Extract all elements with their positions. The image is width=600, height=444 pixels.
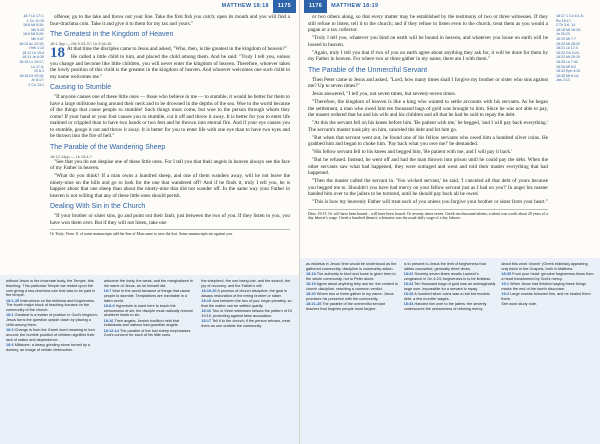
study-note [306, 282, 399, 292]
footnotes: Or Truly; Verse 11 of some manuscripts add the Son of Man came to save the lost. Some manuscripts sin against you. [50, 229, 290, 237]
header-book: MATTHEW 18:18 [221, 3, 269, 9]
note-ref: 18:17 [201, 319, 212, 323]
study-column [6, 279, 99, 441]
cross-reference: 18:15 Lv 19:17; [19, 59, 44, 64]
cross-reference: 18:9 Mt 5:29; [23, 32, 44, 37]
note-ref: 18:6 [6, 342, 14, 347]
note-ref: 18:3 [6, 328, 14, 332]
note-text: Handed him over to the jailers: the severity underscores the seriousness of refusing mercy. [403, 302, 487, 311]
note-ref: 18:24 [403, 282, 414, 286]
study-note [6, 343, 99, 353]
study-note [404, 272, 497, 282]
verse-paragraph: or two others along, so that every matter may be established by the testimony of two or three witnesses. If they still refuse to listen, tell it to the church; and if they refuse to listen even to the church, treat them as you would a pagan or a tax collector. [308, 14, 548, 33]
verse-paragraph: "At this the servant fell on his knees before him. 'Be patient with me,' he begged, 'and I will pay back everything.' The servant's master took pity on him, canceled the debt and let him go. [308, 120, 548, 133]
note-text: Woe to the world because of things that cause people to stumble. Temptations are inevitable in a fallen world. [103, 289, 191, 303]
section-heading: The Parable of the Unmerciful Servant [308, 66, 428, 74]
study-note [201, 319, 294, 329]
study-note [501, 282, 594, 292]
cross-reference: 18:22 Gn 4:24 [556, 50, 579, 55]
note-text: Change is from the Greek word meaning to turn around; the humble position of children signifies their lack of status and dependence. [6, 328, 95, 342]
note-text: A process of church discipline; the goal is always restoration of the erring brother or sister. [201, 289, 287, 298]
page-number: 1175 [273, 0, 296, 13]
cross-reference: 18:10 Ac 12:15; [19, 41, 44, 46]
cross-reference: Ro 16:17; [556, 18, 572, 23]
verse-paragraph: offense; go to the lake and throw out your line. Take the first fish you catch; open its mouth and you will find a four-drachma coin. Take it and give it to them for my tax and yours." [50, 14, 290, 27]
note-ref: 18:12-14 [103, 328, 119, 333]
note-text: Ten thousand bags of gold was an unimaginably large sum, impossible for a servant to repay. [403, 282, 496, 291]
note-text: is to present to Jesus the limit of forgiveness that rabbis counseled, generally three times. [403, 262, 486, 271]
note-ref: 18:18 [306, 272, 316, 276]
study-note [6, 328, 99, 342]
cross-reference: Jas 2:13 [556, 78, 570, 83]
page-number: 1176 [304, 0, 327, 13]
cross-reference: 18:20 Mt 28:20 [556, 41, 580, 46]
cross-reference: 18:25 Lk 7:42 [556, 59, 578, 64]
note-ref: 18:7 [103, 289, 112, 293]
study-note [501, 292, 594, 302]
study-note [6, 279, 99, 298]
note-ref: 18:16 [201, 309, 212, 313]
cross-reference: 18:33 Eph 4:32 [556, 69, 581, 74]
note-ref: 18:19 [306, 282, 316, 286]
verse-paragraph: Jesus answered, "I tell you, not seven times, but seventy-seven times. [312, 91, 456, 97]
study-note [201, 289, 294, 299]
cross-reference: 18:8 Mt 5:30; [23, 23, 44, 28]
page-header [218, 0, 296, 13]
note-text: Just between the two of you: begin privately, so that the matter can be settled quietly. [201, 299, 292, 308]
verse-paragraph: "Then the master called the servant in. 'You wicked servant,' he said, 'I canceled all that debt of yours because you begged me to. Shouldn't you have had mercy on your fellow servant just as I had on you?' In anger his master handed him over to the jailers to be tortured, until he should pay back all he owed. [308, 178, 548, 197]
cross-references [6, 14, 44, 88]
page-header [304, 0, 382, 13]
verse-paragraph: "But he refused. Instead, he went off and had the man thrown into prison until he could pay the debt. When the other servants saw what had happened, they were outraged and went and told their master everything that had happened. [308, 157, 548, 176]
verse-paragraph: "This is how my heavenly Father will treat each of you unless you forgive your brother or sister from your heart." [312, 199, 548, 205]
study-note [306, 272, 399, 282]
note-text: welcome the lowly, the weak, and the marginalized in the name of Jesus, as he himself did. [103, 279, 193, 288]
header-book: MATTHEW 18:19 [331, 3, 379, 9]
note-text: about this word 'church' (Greek ekklesia) appearing only twice in the Gospels, both in Matthew. [501, 262, 588, 271]
cross-reference: 18:14 Jn 6:39 [22, 55, 44, 60]
note-text: Instructions on the ekklesia and forgiveness. The fourth major block of teaching focuses on the community of the church. [6, 298, 95, 312]
cross-reference: 18:7 Lk 17:1; [23, 14, 44, 18]
cross-reference: 18:17 1 Co 6:1-6; [556, 14, 584, 18]
study-note [404, 262, 497, 272]
note-text: Hyperbole is used here to teach the seriousness of sin; the disciple must radically remove whatever leads to sin. [103, 303, 194, 318]
cross-reference: Gl 6:1 [34, 69, 44, 74]
note-text: without Jesus in the incarnate body, the Temple, this teaching. This particular Temple tax rested upon the coin giving a two-drachma coin that was to be paid in the temple. [6, 279, 96, 298]
scripture-text [50, 14, 290, 237]
cross-reference: Heb 1:14 [29, 46, 44, 51]
section-heading: Dealing With Sin in the Church [50, 203, 146, 210]
note-text: Greatest is a matter of position in God's kingdom; Jesus turns the question upside down by placing a child among them. [6, 313, 98, 327]
study-note [306, 302, 399, 312]
study-note [404, 292, 497, 302]
study-note [201, 299, 294, 309]
note-text: A hundred silver coins was a real but modest debt, a few months' wages. [403, 292, 490, 301]
note-text: Seventy-seven times recalls Lamech's vengeance in Gn 4:24; forgiveness is to be limitless. [403, 272, 492, 281]
note-ref: 18:35 [501, 272, 512, 276]
note-ref: 19:1 [501, 282, 509, 286]
study-note [501, 272, 594, 282]
study-column [201, 279, 294, 441]
study-note [104, 289, 197, 303]
note-text: Where two or three gather in my name: Jesus promises his presence with the community. [306, 292, 394, 301]
cross-reference: Mk 9:43 [31, 27, 44, 32]
note-text: Their angels: Jewish tradition held that individuals and nations had guardian angels. [103, 318, 180, 328]
cross-reference: 18:23 Mt 25:19 [556, 55, 580, 60]
note-ref: 18:8-9 [103, 303, 115, 308]
study-note [201, 279, 294, 289]
verse-paragraph: "What do you think? If a man owns a hundred sheep, and one of them wanders away, will he not leave the ninety-nine on the hills and go to look for the one that wandered off? And if he finds it, truly I tell you, he is happier about that one sheep than about the ninety-nine that did not wander off. In the same way your Father in heaven is not willing that any of these little ones should perish. [50, 173, 290, 199]
cross-reference: Lk 17:3; [31, 64, 44, 69]
note-text: The parable of the lost sheep emphasizes God's concern for each of his little ones. [103, 328, 191, 338]
verse-paragraph: "See that you do not despise one of these little ones. For I tell you that their angels in heaven always see the face of my Father in heaven. [50, 158, 290, 171]
cross-reference: 18:12 Lk 15:4 [22, 50, 44, 55]
note-ref: 18:21-35 [306, 302, 322, 306]
note-text: The authority to bind and loose is given here to the whole community, not to Peter alone. [306, 272, 396, 281]
verse-paragraph: "If your brother or sister sins, go and point out their fault, just between the two of you. If they listen to you, you have won them over. But if they will not listen, take one [50, 213, 290, 226]
note-text: Millstone: a heavy grinding stone turned by a donkey, an image of certain destruction. [6, 342, 91, 352]
chapter-number: 18 [50, 45, 65, 61]
verse-paragraph: "But when that servant went out, he found one of his fellow servants who owed him a hundred silver coins. He grabbed him and began to choke him. 'Pay back what you owe me!' he demanded. [308, 134, 548, 147]
cross-reference: 18:21 Lk 17:4 [556, 46, 578, 51]
note-text: From your heart: genuine forgiveness flows from a heart transformed by God's mercy. [501, 272, 594, 281]
note-text: Agree about anything they ask for: the context is church discipline, reaching a common verdict. [306, 282, 398, 291]
verse-paragraph: Then Peter came to Jesus and asked, "Lord, how many times shall I forgive my brother or sister who sins against me? Up to seven times?" [308, 76, 548, 89]
section-heading: The Greatest in the Kingdom of Heaven [50, 31, 174, 38]
note-text: The parable of the unmerciful servant teaches that forgiven people must forgive. [306, 302, 386, 311]
section-heading: The Parable of the Wandering Sheep [50, 143, 166, 151]
note-ref: 18:20 [306, 292, 316, 296]
note-text: Tell it to the church; if the person refuses, treat them as one outside the community. [201, 319, 290, 328]
note-ref: 18:28 [403, 292, 414, 296]
study-notes [300, 258, 600, 444]
study-column [104, 279, 197, 441]
note-text: the shepherd, the one being lost, and the search, the joy of recovery, and the Father's will. [201, 279, 291, 288]
note-ref: 18:10 [103, 318, 114, 323]
verse-paragraph: At that time the disciples came to Jesus and asked, "Who, then, is the greatest in the kingdom of heaven?" [67, 46, 287, 52]
cross-reference: 18:26 Mt 8:2 [556, 64, 576, 69]
study-note [201, 309, 294, 319]
study-note [6, 313, 99, 327]
cross-reference: 18:35 Mt 6:14; [556, 73, 579, 78]
note-ref: 18:22 [403, 272, 414, 276]
study-note [404, 302, 497, 312]
verse-paragraph: "Again, truly I tell you that if two of you on earth agree about anything they ask for, it will be done for them by my Father in heaven. For where two or three gather in my name, there am I with them." [308, 49, 548, 62]
verse-paragraph: He called a little child to him, and placed the child among them. And he said: "Truly I tell you, unless you change and become like little children, you will never enter the kingdom of heaven. Therefore, whoever takes the lowly position of this child is the greatest in the kingdom of heaven. And whoever welcomes one such child in my name welcomes me." [50, 54, 290, 80]
cross-reference: 18:18 Mt 16:19; [556, 27, 581, 32]
note-ref: 18:15-20 [201, 289, 217, 293]
study-note [404, 282, 497, 292]
study-notes [0, 275, 300, 444]
parallel-refs: 18:12-14pp — Lk 15:4-7 [50, 153, 92, 159]
note-ref: 18:1 [6, 313, 14, 318]
study-note [306, 262, 399, 272]
study-note [104, 319, 197, 329]
cross-reference: 2 Co 13:1 [28, 82, 44, 87]
verse-paragraph: "His fellow servant fell to his knees and begged him, 'Be patient with me, and I will pay it back.' [312, 149, 513, 155]
note-ref: 18:1-35 [6, 298, 20, 303]
study-note [104, 279, 197, 289]
note-ref: 19:2 [501, 292, 509, 296]
study-note [501, 262, 594, 272]
cross-reference: Jn 8:17; [31, 78, 44, 83]
cross-reference: 2 Th 3:6, 14 [556, 23, 576, 28]
right-page [300, 0, 600, 444]
note-ref: 18:34 [403, 302, 414, 306]
section-heading: Causing to Stumble [50, 84, 112, 91]
footnotes: Deut. 19:15. Or will have been bound... will have been loosed. Or seventy times seven. Greek ten thousand talents; a talent was worth about 20 years of a day laborer's wage. Greek a hundred denarii; a denarius was the usual daily wage of a day laborer. [308, 209, 548, 222]
note-text: as ekklesia in Jesus' time would be understood as the gathered community; discipline is community action. [306, 262, 397, 271]
study-column [306, 262, 399, 441]
verse-paragraph: "If anyone causes one of these little ones — those who believe in me — to stumble, it would be better for them to have a large millstone hung around their neck and to be drowned in the depths of the sea. Woe to the world because of the things that cause people to stumble! Such things must come, but woe to the person through whom they come! If your hand or your foot causes you to stumble, cut it off and throw it away. It is better for you to enter life maimed or crippled than to have two hands or two feet and be thrown into eternal fire. And if your eye causes you to stumble, gouge it out and throw it away. It is better for you to enter life with one eye than to have two eyes and be thrown into the fire of hell." [50, 94, 290, 139]
study-note [501, 302, 594, 307]
study-note [104, 304, 197, 318]
study-note [6, 299, 99, 313]
note-text: See word study note. [501, 302, 538, 306]
scripture-text [308, 14, 548, 221]
parallel-refs: 18:1-5pp — Mk 9:33-37; Lk 9:46-48 [50, 41, 112, 46]
cross-reference: Mk 9:47 [31, 36, 44, 41]
cross-reference: Jn 20:23 [556, 32, 570, 37]
verse-paragraph: "Therefore, the kingdom of heaven is like a king who wanted to settle accounts with his servants. As he began the settlement, a man who owed him ten thousand bags of gold was brought to him. Since he was not able to pay, the master ordered that he and his wife and his children and all that he had be sold to repay the debt. [308, 99, 548, 118]
note-text: When Jesus had finished saying these things marks the end of the fourth discourse. [501, 282, 586, 291]
cross-reference: 18:19 Mt 7:7 [556, 36, 576, 41]
verse-paragraph: "Truly I tell you, whatever you bind on earth will be bound in heaven, and whatever you loose on earth will be loosed in heaven. [308, 35, 548, 48]
cross-references [556, 14, 594, 83]
study-column [501, 262, 594, 441]
note-ref: 18:15 [201, 299, 212, 303]
study-note [104, 329, 197, 339]
study-column [404, 262, 497, 441]
note-text: Two or three witnesses follows the pattern of Dt 19:15, protecting against false accusation. [201, 309, 292, 318]
cross-reference: 1 Co 11:19 [26, 18, 44, 23]
study-note [306, 292, 399, 302]
cross-reference: 18:16 Dt 19:15; [19, 73, 44, 78]
note-text: Large crowds followed him, and he healed them there. [501, 292, 591, 301]
